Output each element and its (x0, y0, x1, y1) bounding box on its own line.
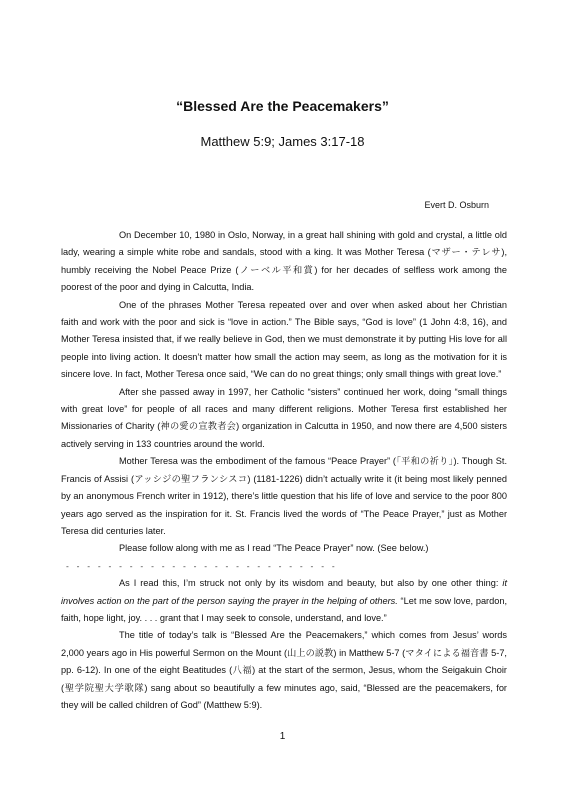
author-name: Evert D. Osburn (424, 200, 489, 210)
paragraph-text: “Let me sow love, pardon, faith, hope light, joy. . . . grant that I may seek to console, understand, and love.” (61, 595, 508, 623)
scripture-reference: Matthew 5:9; James 3:17-18 (200, 134, 365, 149)
paragraph: One of the phrases Mother Teresa repeated over and over when asked about her Christian faith and work with the poor and sick is “love in action.” The Bible says, “God is love” (1 John 4:8, 16), and Mother Teresa insisted that, if we really believe in God, then we must demonstrate it by putting His love for all people into living action. It doesn’t matter how small the action may seem, as long as the motivation for it is sincere love. In fact, Mother Teresa once said, “We can do no great things; only small things with great love.” (61, 299, 507, 380)
italic-emphasis: it involves action on the part of the person saying the prayer in the helping of others. (61, 578, 507, 606)
paragraph: On December 10, 1980 in Oslo, Norway, in a great hall shining with gold and crystal, a little old lady, wearing a simple white robe and sandals, stood with a king. It was Mother Teresa (マザー・テレサ), humbly receiving the Nobel Peace Prize (ノーベル平和賞) for her decades of selfless work among the poorest of the poor and dying in Calcutta, India. (61, 230, 507, 293)
paragraph: The title of today’s talk is “Blessed Are the Peacemakers,” which comes from Jesus’ words 2,000 years ago in His powerful Sermon on the Mount (山上の説教) in Matthew 5-7 (マタイによる福音書 5-7, pp. 6-12). In one of the eight Beatitudes (八福) at the start of the sermon, Jesus, whom the Seigakuin Choir (聖学院聖大学歌隊) sang about so beautifully a few minutes ago, said, “Blessed are the peacemakers, for they will be called children of God” (Matthew 5:9). (61, 630, 507, 710)
document-body (61, 227, 507, 714)
page-title: “Blessed Are the Peacemakers” (176, 98, 389, 114)
paragraph: Please follow along with me as I read “The Peace Prayer” now. (See below.) (119, 543, 429, 554)
paragraph: Mother Teresa was the embodiment of the famous “Peace Prayer” (「平和の祈り」). Though St. Francis of Assisi (アッシジの聖フランシスコ) (1181-1226) didn’t actually write it (it being most likely penned by an anonymous French writer in 1912), there’s little question that his life of love and service to the poor 800 years ago served as the inspiration for it. St. Francis lived the words of “The Peace Prayer,” just as Mother Teresa did centuries later. (61, 456, 507, 536)
paragraph: After she passed away in 1997, her Catholic “sisters” continued her work, doing “small things with great love” for people of all races and many different religions. Mother Teresa first established her Missionaries of Charity (神の愛の宣教者会) organization in Calcutta in 1950, and now there are 4,500 sisters actively serving in 133 countries around the world. (61, 386, 507, 449)
paragraph-text: As I read this, I’m struck not only by its wisdom and beauty, but also by one other thing: (119, 578, 503, 589)
paragraph (61, 575, 507, 627)
page-number: 1 (279, 731, 286, 742)
separator-line: - - - - - - - - - - - - - - - - - - - - - - - - - - (65, 561, 337, 571)
